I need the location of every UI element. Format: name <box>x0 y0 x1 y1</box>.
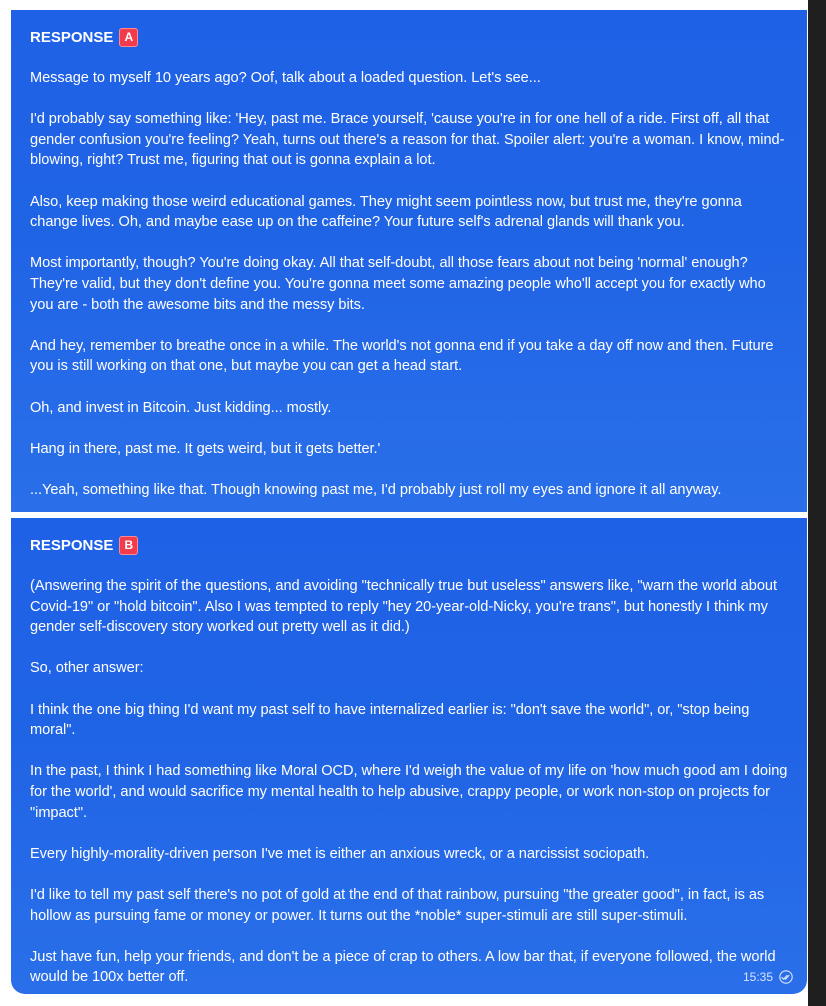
response-b-paragraph: Just have fun, help your friends, and don't be a piece of crap to others. A low bar that, if everyone followed, the world would be 100x better off. <box>30 948 776 986</box>
response-b-paragraph: So, other answer: <box>30 660 144 677</box>
response-b-label: RESPONSE <box>30 536 114 554</box>
response-b-paragraph: Every highly-morality-driven person I've met is either an anxious wreck, or a narcissist sociopath. <box>30 845 650 862</box>
response-a-paragraph: Hang in there, past me. It gets weird, but it gets better.' <box>30 440 381 457</box>
response-b-paragraph: I think the one big thing I'd want my past self to have internalized earlier is: "don't save the world", or, "stop being moral". <box>30 701 750 739</box>
response-a-message <box>11 10 807 512</box>
response-a-paragraph: ...Yeah, something like that. Though knowing past me, I'd probably just roll my eyes and ignore it all anyway. <box>30 481 722 498</box>
response-b-paragraph: (Answering the spirit of the questions, and avoiding "technically true but useless" answers like, "warn the world about Covid-19" or "hold bitcoin". Also I was tempted to reply "hey 20-year-old-Nicky, you're trans", but honestly I think my gender self-discovery story worked out pretty well as it did.) <box>30 578 777 636</box>
response-b-paragraph: In the past, I think I had something like Moral OCD, where I'd weigh the value of my life on 'how much good am I doing for the world', and would sacrifice my mental health to help abusive, crappy people, or work non-stop on projects for "impact". <box>30 763 788 821</box>
response-b-paragraph: I'd like to tell my past self there's no pot of gold at the end of that rainbow, pursuing "the greater good", in fact, is as hollow as pursuing fame or money or power. It turns out the *noble* super-stimuli are still super-stimuli. <box>30 886 765 924</box>
window-edge <box>808 0 826 1006</box>
double-check-icon <box>777 970 795 984</box>
response-a-label: RESPONSE <box>30 28 114 46</box>
response-a-paragraph: Oh, and invest in Bitcoin. Just kidding... mostly. <box>30 399 332 416</box>
response-a-paragraph: Message to myself 10 years ago? Oof, talk about a loaded question. Let's see... <box>30 70 541 86</box>
letter-a-badge-icon: A <box>119 28 138 47</box>
response-a-header <box>30 26 788 48</box>
response-a-paragraph: Also, keep making those weird educational games. They might seem pointless now, but trust me, they're gonna change lives. Oh, and maybe ease up on the caffeine? Your future self's adrenal glands will thank you. <box>30 193 742 231</box>
response-a-paragraph: Most importantly, though? You're doing okay. All that self-doubt, all those fears about not being 'normal' enough? They're valid, but they don't define you. You're gonna meet some amazing people who'll accept you for exactly who you are - both the awesome bits and the messy bits. <box>30 255 766 313</box>
response-b-message <box>11 518 807 994</box>
response-b-header <box>30 534 788 556</box>
response-a-paragraph: I'd probably say something like: 'Hey, past me. Brace yourself, 'cause you're in for one hell of a ride. First off, all that gender confusion you're feeling? Yeah, turns out there's a reason for that. Spoiler alert: you're a woman. I know, mind-blowing, right? Trust me, figuring that out is gonna explain a lot. <box>30 111 785 169</box>
message-meta <box>743 970 795 984</box>
response-a-paragraph: And hey, remember to breathe once in a while. The world's not gonna end if you take a day off now and then. Future you is still working on that one, but maybe you can get a head start. <box>30 337 774 375</box>
message-timestamp: 15:35 <box>742 970 773 984</box>
letter-b-badge-icon: B <box>119 536 138 555</box>
